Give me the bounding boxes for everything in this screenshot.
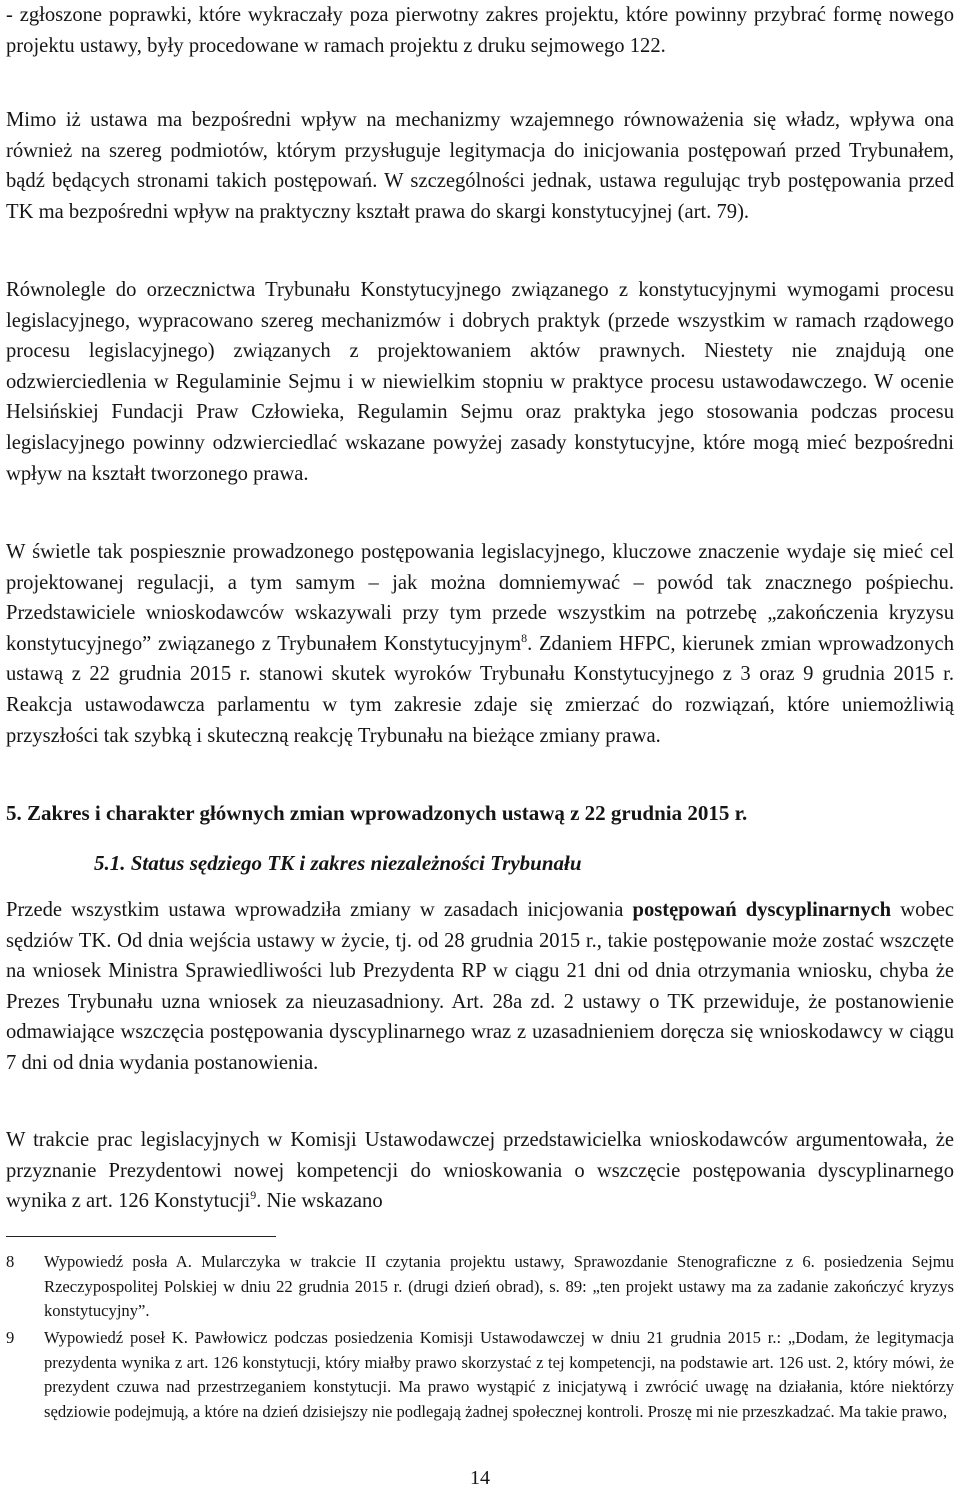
section-heading-5: 5. Zakres i charakter głównych zmian wprowadzonych ustawą z 22 grudnia 2015 r. bbox=[6, 801, 748, 825]
footnote-ref-9: 9 bbox=[250, 1188, 257, 1203]
paragraph-committee-text-a: W trakcie prac legislacyjnych w Komisji Ustawodawczej przedstawicielka wnioskodawców argumentowała, że przyznanie Prezydentowi nowej kompetencji do wnioskowania o wszczęcie postępowania dyscyplinarnego wynika z art. 126 Konstytucji bbox=[6, 1129, 954, 1213]
footnote-ref-8: 8 bbox=[521, 630, 528, 645]
footnote-9 bbox=[6, 1326, 954, 1424]
footnote-separator bbox=[6, 1236, 276, 1237]
footnote-text: Wypowiedź posła A. Mularczyka w trakcie II czytania projektu ustawy, Sprawozdanie Stenograficzne z 6. posiedzenia Sejmu Rzeczypospolitej Polskiej w dniu 22 grudnia 2015 r. (drugi dzień obrad), s. 89: „ten projekt ustawy ma za zadanie zakończyć kryzys konstytucyjny”. bbox=[44, 1252, 954, 1320]
paragraph-legislative-haste-text-a: W świetle tak pospiesznie prowadzonego postępowania legislacyjnego, kluczowe znaczenie wydaje się mieć cel projektowanej regulacji, a tym samym – jak można domniemywać – powód tak znacznego pośpiechu. Przedstawiciele wnioskodawców wskazywali przy tym przede wszystkim na potrzebę „zakończenia kryzysu konstytucyjnego” związanego z Trybunałem Konstytucyjnym bbox=[6, 541, 954, 655]
footnote-8 bbox=[6, 1250, 954, 1324]
paragraph-amendments: - zgłoszone poprawki, które wykraczały poza pierwotny zakres projektu, które powinny przybrać formę nowego projektu ustawy, były procedowane w ramach projektu z druku sejmowego 122. bbox=[6, 4, 954, 57]
footnote-number: 9 bbox=[6, 1328, 15, 1347]
paragraph-legislative-practices: Równolegle do orzecznictwa Trybunału Konstytucyjnego związanego z konstytucyjnymi wymogami procesu legislacyjnego, wypracowano szereg mechanizmów i dobrych praktyk (przede wszystkim w ramach rządowego procesu legislacyjnego) związanych z projektowaniem aktów prawnych. Niestety nie znajdują one odzwierciedlenia w Regulaminie Sejmu i w niewielkim stopniu w praktyce procesu ustawodawczego. W ocenie Helsińskiej Fundacji Praw Człowieka, Regulamin Sejmu oraz praktyka jego stosowania podczas procesu legislacyjnego powinny odzwierciedlać wskazane powyżej zasady konstytucyjne, które mogą mieć bezpośredni wpływ na kształt tworzonego prawa. bbox=[6, 279, 954, 485]
paragraph-legislative-haste bbox=[6, 537, 954, 751]
page-number: 14 bbox=[470, 1467, 490, 1489]
paragraph-legislative-committee bbox=[6, 1125, 954, 1217]
paragraph-committee-text-b: . Nie wskazano bbox=[256, 1190, 383, 1213]
paragraph-disciplinary-text-a: Przede wszystkim ustawa wprowadziła zmiany w zasadach inicjowania bbox=[6, 899, 633, 921]
paragraph-disciplinary-bold: postępowań dyscyplinarnych bbox=[632, 899, 892, 921]
paragraph-act-impact: Mimo iż ustawa ma bezpośredni wpływ na mechanizmy wzajemnego równoważenia się władz, wpływa ona również na szereg podmiotów, którym przysługuje legitymacja do inicjowania postępowań przed Trybunałem, bądź będących stronami takich postępowań. W szczególności jednak, ustawa regulując tryb postępowania przed TK ma bezpośredni wpływ na praktyczny kształt prawa do skargi konstytucyjnej (art. 79). bbox=[6, 109, 954, 223]
footnote-text: Wypowiedź poseł K. Pawłowicz podczas posiedzenia Komisji Ustawodawczej w dniu 21 grudnia 2015 r.: „Dodam, że legitymacja prezydenta wynika z art. 126 konstytucji, który miałby prawo skorzystać z tej kompetencji, na podstawie art. 126 ust. 2, który mówi, że prezydent czuwa nad przestrzeganiem konstytucji. Ma prawo wystąpić z inicjatywą i zwrócić uwagę na działania, które niektórzy sędziowie podejmują, a które na dzień dzisiejszy nie podlegają żadnej społecznej kontroli. Proszę mi nie przeszkadzać. Ma takie prawo, bbox=[44, 1328, 954, 1421]
paragraph-disciplinary-proceedings bbox=[6, 895, 954, 1079]
paragraph-disciplinary-text-b: wobec sędziów TK. Od dnia wejścia ustawy w życie, tj. od 28 grudnia 2015 r., takie postępowanie może zostać wszczęte na wniosek Ministra Sprawiedliwości lub Prezydenta RP w ciągu 21 dni od dnia otrzymania wniosku, chyba że Prezes Trybunału uzna wniosek za nieuzasadniony. Art. 28a zd. 2 ustawy o TK przewiduje, że postanowienie odmawiające wszczęcia postępowania dyscyplinarnego wraz z uzasadnieniem doręcza się wnioskodawcy w ciągu 7 dni od dnia wydania postanowienia. bbox=[6, 899, 954, 1074]
footnote-number: 8 bbox=[6, 1252, 15, 1271]
subsection-heading-5-1: 5.1. Status sędziego TK i zakres niezależności Trybunału bbox=[94, 851, 582, 875]
paragraph-legislative-haste-text-b: . Zdaniem HFPC, kierunek zmian wprowadzonych ustawą z 22 grudnia 2015 r. stanowi skutek wyroków Trybunału Konstytucyjnego z 3 oraz 9 grudnia 2015 r. Reakcja ustawodawcza parlamentu w tym zakresie zdaje się zmierzać do rozwiązań, które uniemożliwią przyszłości tak szybką i skuteczną reakcję Trybunału na bieżące zmiany prawa. bbox=[6, 632, 954, 747]
